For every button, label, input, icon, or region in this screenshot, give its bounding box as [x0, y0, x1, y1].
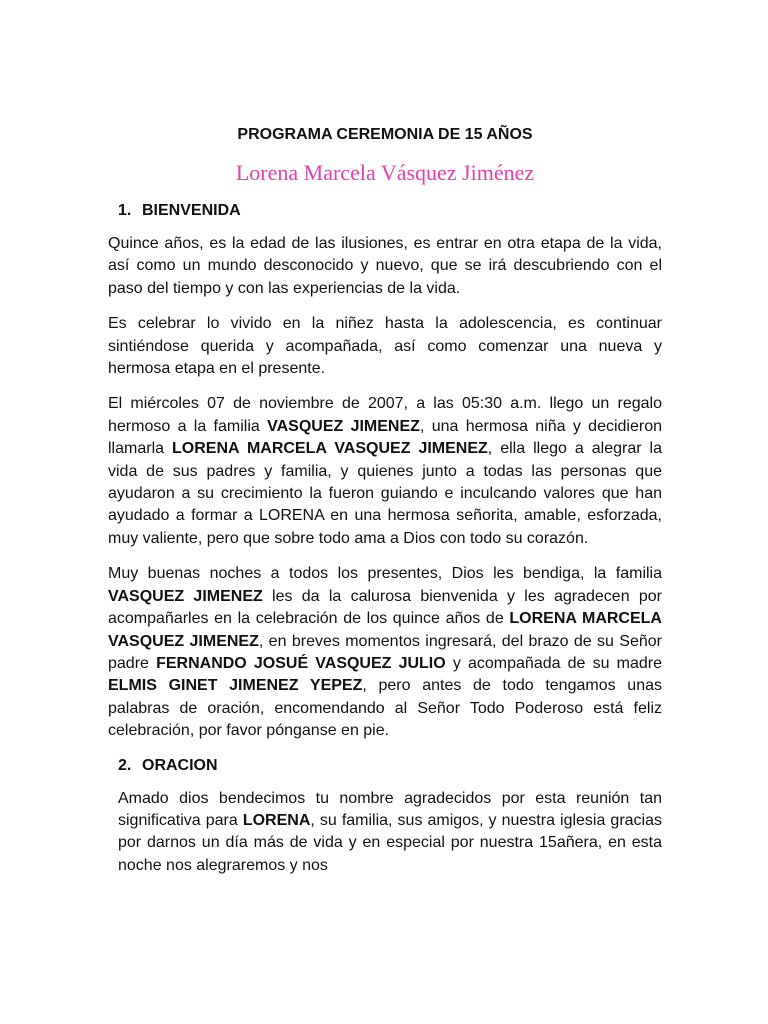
text-run: , en breves momentos ingresará, del brazo de su Señor padre	[108, 632, 662, 672]
text-run: , su familia, sus amigos, y nuestra iglesia gracias por darnos un día más de vida y en especial por nuestra 15añera, en esta noche nos alegraremos y nos	[118, 811, 663, 874]
document-title: PROGRAMA CEREMONIA DE 15 AÑOS	[237, 126, 533, 143]
section-heading-2	[118, 755, 662, 777]
paragraph	[108, 393, 662, 550]
bold-name: VASQUEZ JIMENEZ	[108, 587, 263, 605]
bold-name: LORENA	[242, 811, 311, 829]
text-run: El miércoles 07 de noviembre de 2007, a las 05:30 a.m. llego un regalo hermoso a la familia	[108, 395, 662, 435]
text-run: Es celebrar lo vivido en la niñez hasta la adolescencia, es continuar sintiéndose querida y acompañada, así como comenzar una nueva y hermosa etapa en el presente.	[108, 315, 662, 378]
bold-name: LORENA MARCELA VASQUEZ JIMENEZ	[172, 440, 488, 458]
bold-name: LORENA MARCELA VASQUEZ JIMENEZ	[108, 610, 662, 650]
text-run: Muy buenas noches a todos los presentes, Dios les bendiga, la familia	[108, 565, 662, 583]
paragraph	[108, 313, 662, 380]
bold-name: ELMIS GINET JIMENEZ YEPEZ	[108, 677, 363, 695]
document-page	[108, 118, 662, 877]
document-subtitle: Lorena Marcela Vásquez Jiménez	[235, 160, 535, 185]
section-number: 1.	[118, 202, 132, 219]
bold-name: VASQUEZ JIMENEZ	[267, 417, 420, 435]
bold-name: FERNANDO JOSUÉ VASQUEZ JULIO	[156, 654, 446, 672]
document-body	[108, 200, 662, 877]
text-run: , una hermosa niña y decidieron llamarla	[108, 417, 662, 458]
section-heading-1	[118, 200, 662, 222]
section-heading-label: BIENVENIDA	[142, 202, 241, 219]
text-run: , ella llego a alegrar la vida de sus padres y familia, y quienes junto a todas las personas que ayudaron a su crecimiento la fueron guiando e inculcando valores que han ayudado a formar a LORENA en una hermosa señorita, amable, esforzada, muy valiente, pero que sobre todo ama a Dios con todo su corazón.	[108, 440, 662, 547]
section-heading-label: ORACION	[142, 756, 218, 774]
section-number: 2.	[118, 756, 132, 774]
text-run: y acompañada de su madre	[445, 654, 662, 672]
text-run: Quince años, es la edad de las ilusiones, es entrar en otra etapa de la vida, así como un mundo desconocido y nuevo, que se irá descubriendo con el paso del tiempo y con las experiencias de la vida.	[108, 235, 662, 297]
text-run: , pero antes de todo tengamos unas palabras de oración, encomendando al Señor Todo Poderoso está feliz celebración, por favor pónganse en pie.	[108, 677, 662, 740]
paragraph	[108, 233, 662, 300]
text-run: Amado dios bendecimos tu nombre agradecidos por esta reunión tan significativa para	[118, 789, 662, 829]
paragraph	[118, 788, 662, 878]
text-run: les da la calurosa bienvenida y les agradecen por acompañarles en la celebración de los quince años de	[108, 587, 663, 628]
paragraph	[108, 563, 662, 742]
